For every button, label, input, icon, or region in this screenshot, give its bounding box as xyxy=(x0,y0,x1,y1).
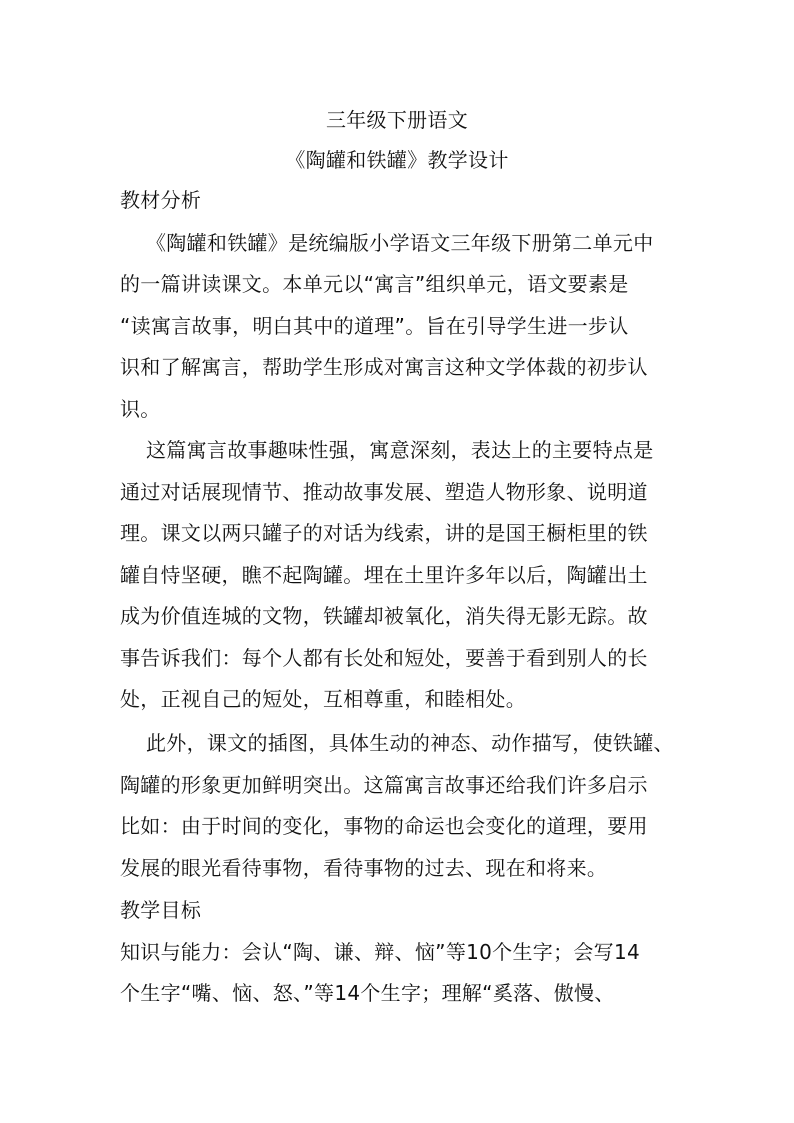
paragraph-line: 识。 xyxy=(120,397,161,421)
paragraph-line: 识和了解寓言，帮助学生形成对寓言这种文学体裁的初步认 xyxy=(120,355,648,379)
paragraph-line: 此外，课文的插图，具体生动的神态、动作描写，使铁罐、 xyxy=(146,731,674,755)
paragraph-line: 处，正视自己的短处，互相尊重，和睦相处。 xyxy=(120,687,526,711)
paragraph-line: 罐自恃坚硬，瞧不起陶罐。埋在土里许多年以后，陶罐出土 xyxy=(120,563,648,587)
paragraph-line: 《陶罐和铁罐》是统编版小学语文三年级下册第二单元中 xyxy=(146,231,654,255)
paragraph-line: 陶罐的形象更加鲜明突出。这篇寓言故事还给我们许多启示 xyxy=(120,773,648,797)
paragraph-line: 成为价值连城的文物，铁罐却被氧化，消失得无影无踪。故 xyxy=(120,604,648,628)
paragraph-line: 发展的眼光看待事物，看待事物的过去、现在和将来。 xyxy=(120,856,608,880)
paragraph-line: 通过对话展现情节、推动故事发展、塑造人物形象、说明道 xyxy=(120,480,648,504)
paragraph-line: 事告诉我们：每个人都有长处和短处，要善于看到别人的长 xyxy=(120,646,648,670)
paragraph-line: 的一篇讲读课文。本单元以“寓言”组织单元，语文要素是 xyxy=(120,272,629,296)
paragraph-line: 理。课文以两只罐子的对话为线索，讲的是国王橱柜里的铁 xyxy=(120,521,648,545)
section-heading-materials: 教材分析 xyxy=(120,188,202,212)
section-heading-objectives: 教学目标 xyxy=(120,898,202,922)
document-title-line2: 《陶罐和铁罐》教学设计 xyxy=(285,148,509,172)
document-title-line1: 三年级下册语文 xyxy=(325,108,469,132)
paragraph-line: “读寓言故事，明白其中的道理”。旨在引导学生进一步认 xyxy=(120,314,629,338)
paragraph-line: 知识与能力：会认“陶、谦、辩、恼”等10个生字；会写14 xyxy=(120,940,641,964)
paragraph-line: 这篇寓言故事趣味性强，寓意深刻，表达上的主要特点是 xyxy=(146,438,654,462)
paragraph-line: 比如：由于时间的变化，事物的命运也会变化的道理，要用 xyxy=(120,814,648,838)
paragraph-line: 个生字“嘴、恼、怒、”等14个生字；理解“奚落、傲慢、 xyxy=(120,981,615,1005)
